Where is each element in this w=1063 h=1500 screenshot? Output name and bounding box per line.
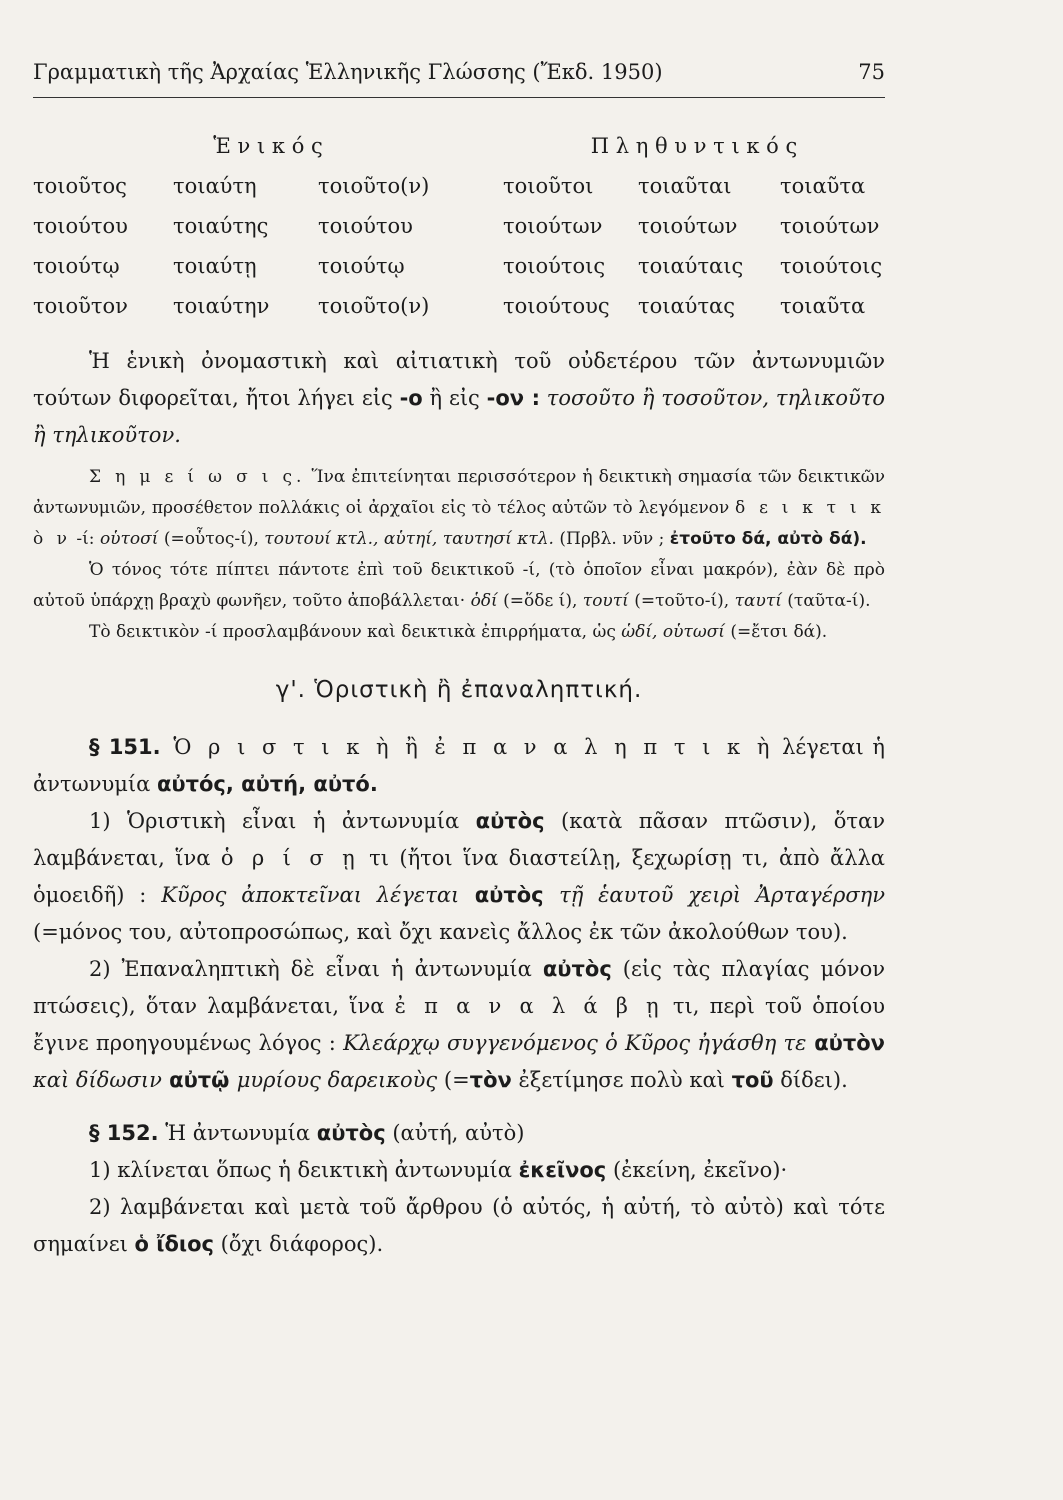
example: ὡδί, οὑτωσί: [621, 622, 725, 642]
table-cell: τοιοῦτος: [33, 174, 127, 198]
text: (ἐκείνη, ἐκεῖνο)·: [606, 1158, 788, 1182]
pronoun-bold: αὐτὸς: [475, 809, 545, 833]
table-cell: τοιούτους: [503, 294, 610, 318]
pronoun-bold: αὐτὸς: [459, 883, 560, 907]
pronoun-bold: αὐτὸς: [542, 957, 612, 981]
text: Ἡ ἀντωνυμία: [158, 1121, 317, 1145]
table-cell: τοιοῦτο(ν): [318, 294, 430, 318]
example: ὁδί: [470, 591, 498, 611]
text: λέγεται ἡ ἀντωνυμία: [33, 735, 886, 796]
text: 1) κλίνεται ὅπως ἡ δεικτικὴ ἀντωνυμία: [89, 1158, 519, 1182]
example: τῇ ἑαυτοῦ χειρὶ Ἀρταγέρσην: [559, 883, 886, 907]
example: τουτουί κτλ., αὑτηί, ταυτησί κτλ.: [264, 529, 554, 549]
ending-o: -ο: [399, 386, 423, 410]
text: (Πρβλ. νῦν ;: [553, 529, 670, 549]
table-row: [33, 206, 885, 246]
text: Τὸ δεικτικὸν -ί προσλαμβάνουν καὶ δεικτικὰ ἐπιρρήματα, ὡς: [89, 622, 622, 642]
note-paragraph: [33, 617, 885, 648]
example: οὑτοσί: [99, 529, 159, 549]
pronoun-bold: αὐτὸς: [316, 1121, 386, 1145]
text: ἐξετίμησε πολὺ καὶ: [511, 1068, 732, 1092]
text: τι (ἤτοι ἵνα διαστείλῃ, ξεχωρίσῃ τι, ἀπὸ ἄλλα ὁμοειδῆ) :: [33, 846, 885, 907]
note-label: Σ η μ ε ί ω σ ι ς.: [89, 467, 306, 487]
example: τουτί: [582, 591, 629, 611]
table-cell: τοιούτων: [780, 214, 880, 238]
text: (=μόνος του, αὐτοπροσώπως, καὶ ὄχι κανεὶς ἄλλος ἐκ τῶν ἀκολούθων του).: [33, 920, 848, 944]
text: (=οὗτος-ί),: [158, 529, 265, 549]
spaced-term: ὁ ρ ί σ ῃ: [220, 846, 359, 870]
table-cell: τοιούτῳ: [318, 254, 405, 278]
ending-on: -ον :: [486, 386, 540, 410]
table-cell: τοιαύτη: [173, 174, 257, 198]
section-number: § 152.: [89, 1121, 159, 1145]
text: 2) λαμβάνεται καὶ μετὰ τοῦ ἄρθρου (ὁ αὐτός, ἡ αὐτή, τὸ αὐτὸ) καὶ τότε σημαίνει: [33, 1195, 885, 1256]
pronoun-bold: αὐτὸν: [806, 1031, 885, 1055]
table-cell: τοιούτων: [503, 214, 603, 238]
text: (=τοῦτο-ί),: [628, 591, 735, 611]
neuter-paragraph: [33, 343, 885, 454]
table-cell: τοιαῦτα: [780, 174, 866, 198]
section-term: Ὁ ρ ι σ τ ι κ ὴ ἢ ἐ π α ν α λ η π τ ι κ ὴ: [160, 735, 774, 759]
example: καὶ δίδωσιν: [33, 1068, 162, 1092]
note-paragraph: [33, 555, 885, 617]
table-cell: τοιοῦτο(ν): [318, 174, 430, 198]
number-labels-row: [33, 126, 885, 166]
example: Κῦρος ἀποκτεῖναι λέγεται: [161, 883, 460, 907]
table-cell: τοιαύτας: [638, 294, 736, 318]
table-row: [33, 246, 885, 286]
text: (=ἔτσι δά).: [724, 622, 828, 642]
text: -ί:: [70, 529, 100, 549]
section-151: [33, 729, 885, 803]
article-bold: τοῦ: [731, 1068, 774, 1092]
example: μυρίους δαρεικοὺς: [236, 1068, 438, 1092]
singular-label: Ἑ ν ι κ ό ς: [213, 134, 323, 158]
table-cell: τοιούτων: [638, 214, 738, 238]
section-152-point-1: [33, 1152, 885, 1189]
table-cell: τοιοῦτον: [33, 294, 128, 318]
text: 2) Ἐπαναληπτικὴ δὲ εἶναι ἡ ἀντωνυμία: [89, 957, 543, 981]
text: (ὄχι διάφορος).: [213, 1232, 384, 1256]
running-header: [33, 60, 885, 84]
text: δίδει).: [773, 1068, 848, 1092]
table-cell: τοιοῦτοι: [503, 174, 594, 198]
header-title: Γραμματικὴ τῆς Ἀρχαίας Ἑλληνικῆς Γλώσσης (Ἔκδ. 1950): [33, 60, 663, 84]
article-bold: τὸν: [469, 1068, 512, 1092]
pronoun-bold: αὐτός, αὐτή, αὐτό.: [156, 772, 378, 796]
header-rule: [33, 97, 885, 98]
text: (αὐτή, αὐτὸ): [385, 1121, 525, 1145]
text: ἢ εἰς: [422, 386, 487, 410]
text: 1) Ὁριστικὴ εἶναι ἡ ἀντωνυμία: [89, 809, 476, 833]
section-152-point-2: [33, 1189, 885, 1263]
text: Ἵνα ἐπιτείνηται περισσότερον ἡ δεικτικὴ σημασία τῶν δεικτικῶν ἀντωνυμιῶν, προσέθετον πολλάκις οἱ ἀρχαῖοι εἰς τὸ τέλος αὐτῶν τὸ λεγόμενον: [33, 467, 885, 518]
section-heading: γ'. Ὁριστικὴ ἢ ἐπαναληπτική.: [275, 677, 643, 703]
text: (=ὅδε ί),: [497, 591, 583, 611]
table-row: [33, 286, 885, 326]
table-cell: τοιαύτῃ: [173, 254, 257, 278]
text: (κατὰ πᾶσαν πτῶσιν), ὅταν λαμβάνεται, ἵνα: [33, 809, 885, 870]
text: Ὁ τόνος τότε πίπτει πάντοτε ἐπὶ τοῦ δεικτικοῦ -ί, (τὸ ὁποῖον εἶναι μακρόν), ἐὰν δὲ πρὸ αὐτοῦ ὑπάρχῃ βραχὺ φωνῆεν, τοῦτο ἀποβάλλεται·: [33, 560, 885, 611]
table-cell: τοιαύταις: [638, 254, 744, 278]
pronoun-bold: αὐτῷ: [161, 1068, 237, 1092]
section-151-point-1: [33, 803, 885, 951]
table-cell: τοιούτῳ: [33, 254, 120, 278]
section-151-point-2: [33, 951, 885, 1099]
pronoun-bold: ἐκεῖνος: [518, 1158, 607, 1182]
text: (ταῦτα-ί).: [781, 591, 871, 611]
declension-table: [33, 126, 885, 326]
examples: τοσοῦτο ἢ τοσοῦτον, τηλικοῦτο ἢ τηλικοῦτον.: [33, 386, 886, 447]
table-cell: τοιαύτην: [173, 294, 270, 318]
pronoun-bold: ὁ ἴδιος: [134, 1232, 214, 1256]
table-cell: τοιαῦται: [638, 174, 732, 198]
note-block: [33, 462, 885, 648]
section-152: [33, 1115, 885, 1152]
example: Κλεάρχῳ συγγενόμενος ὁ Κῦρος ἠγάσθη τε: [343, 1031, 807, 1055]
table-cell: τοιούτου: [33, 214, 128, 238]
body-text: [33, 343, 885, 1263]
plural-label: Π λ η θ υ ν τ ι κ ό ς: [590, 134, 798, 158]
note-paragraph: [33, 462, 885, 555]
table-cell: τοιούτοις: [503, 254, 606, 278]
text: (εἰς τὰς πλαγίας μόνον πτώσεις), ὅταν λαμβάνεται, ἵνα: [33, 957, 885, 1018]
term-deiktikon: δ ε ι κ τ ι κ ὸ ν: [33, 498, 885, 549]
table-row: [33, 166, 885, 206]
text: τι, περὶ τοῦ ὁποίου ἔγινε προηγουμένως λόγος :: [33, 994, 885, 1055]
text: (=: [437, 1068, 470, 1092]
table-cell: τοιαῦτα: [780, 294, 866, 318]
example: ταυτί: [734, 591, 782, 611]
table-cell: τοιούτοις: [780, 254, 883, 278]
text: Ἡ ἑνικὴ ὀνομαστικὴ καὶ αἰτιατικὴ τοῦ οὐδετέρου τῶν ἀντωνυμιῶν τούτων διφορεῖται, ἤτοι λήγει εἰς: [33, 349, 885, 410]
example-bold: ἐτοῦτο δά, αὐτὸ δά).: [669, 529, 867, 549]
page-number: 75: [858, 60, 885, 84]
table-cell: τοιαύτης: [173, 214, 269, 238]
table-cell: τοιούτου: [318, 214, 413, 238]
spaced-term: ἐ π α ν α λ ά β ῃ: [394, 994, 663, 1018]
section-number: § 151.: [89, 735, 161, 759]
